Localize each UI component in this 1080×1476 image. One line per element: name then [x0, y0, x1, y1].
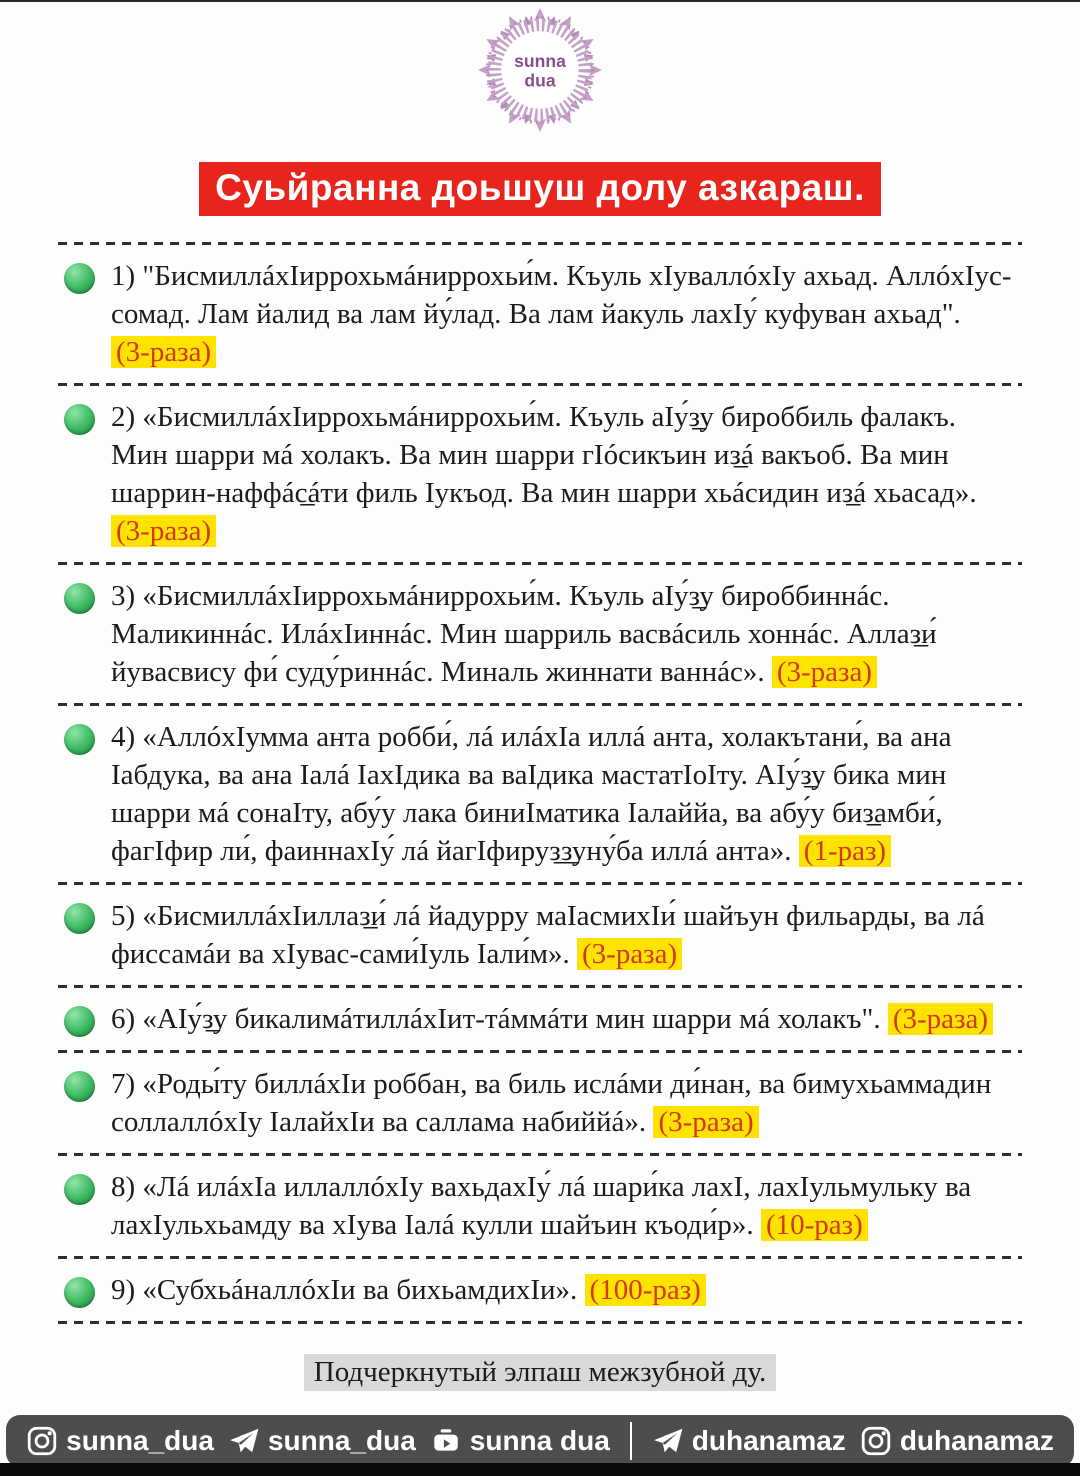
- instagram-icon: [860, 1425, 892, 1457]
- item-text: «АIу́з̲у бикалимáтиллáхIит-тáммáти мин шарри мá холакъ".: [142, 1003, 881, 1035]
- social-handle: duhanamaz: [899, 1425, 1054, 1456]
- repetition-badge: (3-раза): [111, 336, 216, 368]
- azkar-item-6: [64, 1000, 1022, 1038]
- azkar-item-3: [64, 577, 1022, 691]
- item-number: 5): [111, 900, 136, 932]
- dashed-separator: [58, 383, 1022, 386]
- page-title: Суьйранна доьшуш долу азкараш.: [199, 162, 881, 216]
- green-bullet-icon: [64, 1277, 95, 1308]
- dashed-separator: [58, 242, 1022, 245]
- social-handle: sunna dua: [469, 1425, 610, 1456]
- azkar-item-4: [64, 718, 1022, 870]
- item-text: «БисмиллáхIиррохьмáниррохьи́м. Къуль аIу́з̲у бироббиннáс. Маликиннáс. ИлáхIиннáс. Мин шарриль васвáсиль хоннáс. Аллаз̲и́ йувасвису фи́ суду́риннáс. Миналь жиннати ваннáс».: [111, 580, 937, 688]
- item-number: 4): [111, 721, 136, 753]
- instagram-link-duhanamaz[interactable]: [860, 1425, 1054, 1457]
- item-text: «Лá илáхIа иллаллóхIу вахьдахIу́ лá шари́ка лахI, лахIульмульку ва лахIульхьамду ва хIува Iалá кулли шайъин къоди́р».: [111, 1171, 972, 1241]
- sunna-dua-logo: [478, 8, 602, 132]
- green-bullet-icon: [64, 1071, 95, 1102]
- instagram-link-sunna-dua[interactable]: [26, 1425, 214, 1457]
- social-handle: duhanamaz: [691, 1425, 846, 1456]
- dashed-separator: [58, 703, 1022, 706]
- item-text: «АллóхIумма анта робби́, лá илáхIа иллá анта, холакътани́, ва ана Iабдука, ва ана Iалá IахIдика ва ваIдика мастатIоIту. АIу́з̲у бика мин шарри мá сонаIту, абу́у лака биниIматика Iалаййа, ва абу́у биз̲амби́, фагIфир ли́, фаиннахIу́ лá йагIфируз̲з̲уну́ба иллá анта».: [111, 721, 952, 867]
- green-bullet-icon: [64, 724, 95, 755]
- dashed-separator: [58, 882, 1022, 885]
- dashed-separator: [58, 1321, 1022, 1324]
- dashed-separator: [58, 985, 1022, 988]
- azkar-item-7: [64, 1065, 1022, 1141]
- youtube-icon: [430, 1425, 462, 1457]
- green-bullet-icon: [64, 1006, 95, 1037]
- telegram-link-sunna-dua[interactable]: [228, 1425, 416, 1457]
- youtube-link-sunna-dua[interactable]: [430, 1425, 610, 1457]
- telegram-icon: [652, 1425, 684, 1457]
- item-number: 3): [111, 580, 136, 612]
- dashed-separator: [58, 562, 1022, 565]
- repetition-badge: (10-раз): [761, 1209, 868, 1241]
- repetition-badge: (3-раза): [111, 515, 216, 547]
- item-number: 1): [111, 260, 136, 292]
- footnote-row: [0, 1354, 1080, 1391]
- green-bullet-icon: [64, 404, 95, 435]
- repetition-badge: (3-раза): [653, 1106, 758, 1138]
- repetition-badge: (3-раза): [888, 1003, 993, 1035]
- instagram-icon: [26, 1425, 58, 1457]
- social-handle: sunna_dua: [66, 1425, 214, 1456]
- telegram-link-duhanamaz[interactable]: [652, 1425, 846, 1457]
- top-border: [0, 0, 1080, 2]
- azkar-item-2: [64, 398, 1022, 550]
- azkar-item-5: [64, 897, 1022, 973]
- azkar-item-8: [64, 1168, 1022, 1244]
- green-bullet-icon: [64, 1174, 95, 1205]
- item-number: 6): [111, 1003, 136, 1035]
- logo-text-line2: dua: [524, 70, 556, 91]
- item-number: 8): [111, 1171, 136, 1203]
- underline-footnote: Подчеркнутый элпаш межзубной ду.: [304, 1354, 776, 1391]
- logo-text-line1: sunna: [514, 50, 566, 71]
- item-number: 7): [111, 1068, 136, 1100]
- item-text: «СубхьáналлóхIи ва бихьамдихIи».: [142, 1274, 578, 1306]
- item-text: "БисмиллáхIиррохьмáниррохьи́м. Къуль хIуваллóхIу ахьад. АллóхIус-сомад. Лам йалид ва лам йу́лад. Ва лам йакуль лахIу́ куфуван ахьад".: [111, 260, 1012, 330]
- item-number: 9): [111, 1274, 136, 1306]
- item-text: «Роды́ту биллáхIи роббан, ва биль ислáми ди́нан, ва бимухьаммадин соллаллóхIу IалайхIи ва саллама набиййá».: [111, 1068, 992, 1138]
- repetition-badge: (3-раза): [772, 656, 877, 688]
- item-text: «БисмиллáхIиррохьмáниррохьи́м. Къуль аIу́з̲у бироббиль фалакъ. Мин шарри мá холакъ. Ва мин шарри гIóсикъин из̲á вакъоб. Ва мин шаррин-наффáс̲áти филь Iукъод. Ва мин шарри хьáсидин из̲á хьасад».: [111, 401, 977, 509]
- telegram-icon: [228, 1425, 260, 1457]
- green-bullet-icon: [64, 583, 95, 614]
- social-handle: sunna_dua: [267, 1425, 416, 1456]
- item-text: «БисмиллáхIиллаз̲и́ лá йадурру маIасмихIи́ шайъун фильарды, ва лá фиссамáи ва хIувас-сами́Iуль Iали́м».: [111, 900, 985, 970]
- repetition-badge: (1-раз): [799, 835, 891, 867]
- green-bullet-icon: [64, 263, 95, 294]
- repetition-badge: (100-раз): [585, 1274, 706, 1306]
- item-number: 2): [111, 401, 136, 433]
- repetition-badge: (3-раза): [577, 938, 682, 970]
- dashed-separator: [58, 1153, 1022, 1156]
- social-links-bar: [6, 1415, 1074, 1467]
- dashed-separator: [58, 1050, 1022, 1053]
- footer-divider: [630, 1422, 632, 1460]
- dashed-separator: [58, 1256, 1022, 1259]
- azkar-item-1: [64, 257, 1022, 371]
- mandala-logo-icon: [478, 8, 602, 132]
- bottom-border: [0, 1463, 1080, 1476]
- azkar-item-9: [64, 1271, 1022, 1309]
- green-bullet-icon: [64, 903, 95, 934]
